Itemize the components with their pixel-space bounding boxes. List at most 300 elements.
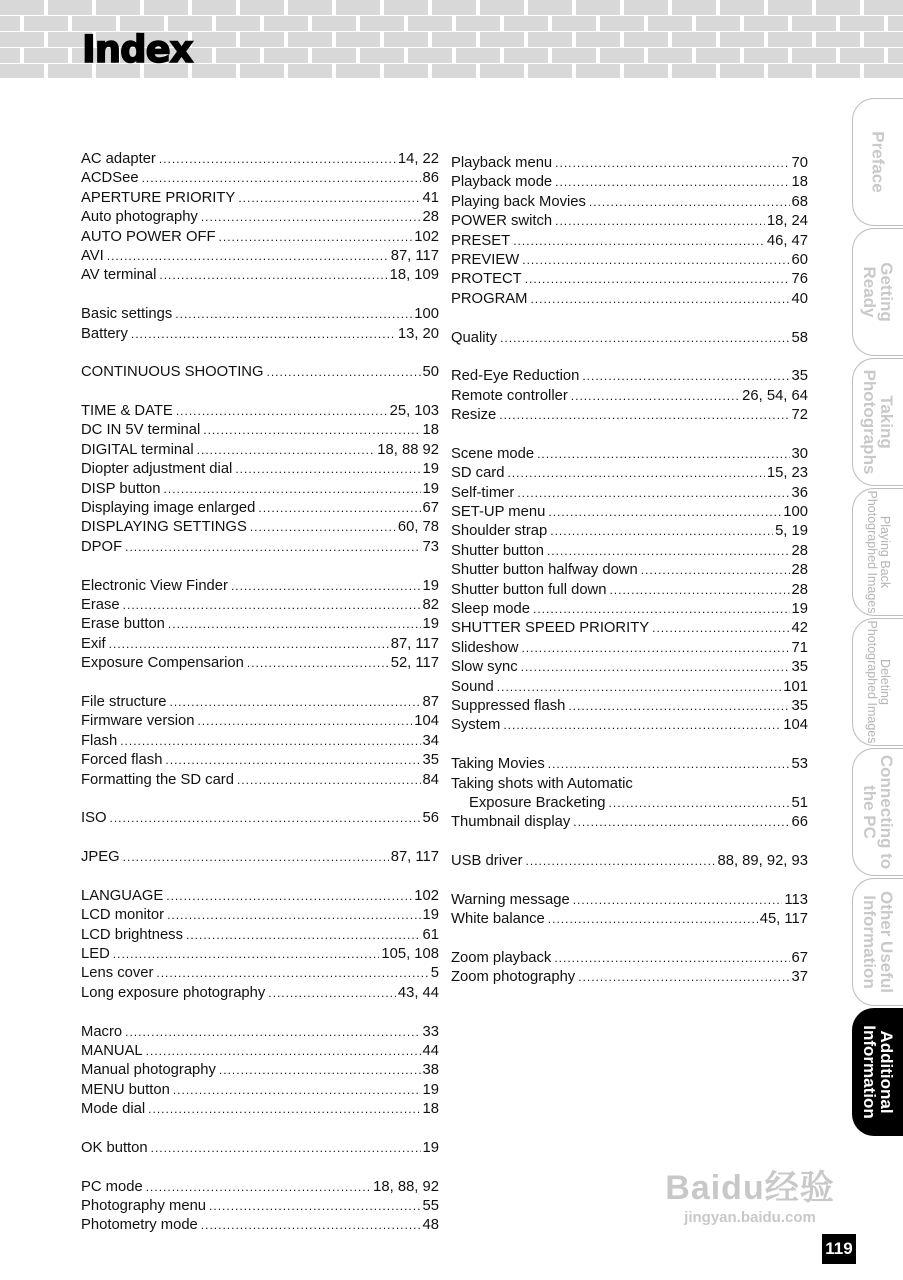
dot-leader — [537, 445, 789, 464]
index-entry-pages: 5 — [430, 965, 439, 982]
index-entry-term: Battery — [81, 325, 128, 342]
index-entry-pages: 19 — [422, 577, 439, 594]
index-group — [451, 891, 808, 930]
chapter-tab-label: Taking Photographs — [860, 369, 896, 475]
index-group — [451, 154, 808, 309]
index-entry — [81, 189, 439, 208]
index-entry-pages: 82 — [422, 596, 439, 613]
index-entry — [451, 173, 808, 192]
dot-leader — [159, 150, 396, 169]
index-entry — [81, 693, 439, 712]
index-entry-pages: 19 — [422, 461, 439, 478]
index-entry — [81, 363, 439, 382]
index-entry-term: Remote controller — [451, 387, 568, 404]
index-entry-pages: 26, 54, 64 — [742, 387, 808, 404]
index-entry — [451, 561, 808, 580]
index-entry-pages: 68 — [791, 193, 808, 210]
dot-leader — [247, 654, 389, 673]
index-entry-pages: 28 — [791, 562, 808, 579]
index-entry-term: DISP button — [81, 480, 161, 497]
dot-leader — [250, 518, 396, 537]
chapter-tab[interactable] — [852, 748, 903, 876]
index-entry-term: Manual photography — [81, 1062, 216, 1079]
index-entry — [451, 329, 808, 348]
dot-leader — [609, 581, 789, 600]
dot-leader — [107, 247, 389, 266]
index-entry-pages: 87, 117 — [390, 635, 439, 652]
index-entry-term: Long exposure photography — [81, 984, 266, 1001]
index-group — [81, 887, 439, 1003]
index-entry-pages: 41 — [422, 189, 439, 206]
index-entry-pages: 25, 103 — [389, 403, 439, 420]
index-entry — [451, 716, 808, 735]
chapter-tab[interactable] — [852, 878, 903, 1006]
index-entry — [451, 678, 808, 697]
index-group — [81, 809, 439, 828]
index-entry-term: POWER switch — [451, 213, 553, 230]
dot-leader — [231, 577, 421, 596]
index-entry-term: Zoom photography — [451, 969, 576, 986]
index-entry-pages: 34 — [422, 732, 439, 749]
index-entry-term: Formatting the SD card — [81, 771, 234, 788]
dot-leader — [548, 503, 781, 522]
dot-leader — [238, 189, 420, 208]
index-entry-pages: 36 — [791, 484, 808, 501]
index-entry-term: Shoulder strap — [451, 523, 548, 540]
index-entry — [81, 1023, 439, 1042]
index-entry-term: SHUTTER SPEED PRIORITY — [451, 620, 650, 637]
dot-leader — [237, 771, 421, 790]
dot-leader — [197, 712, 412, 731]
index-group — [451, 445, 808, 736]
chapter-tab[interactable] — [852, 618, 903, 746]
index-entry — [451, 193, 808, 212]
dot-leader — [521, 639, 789, 658]
index-group — [81, 1023, 439, 1120]
index-entry-pages: 18 — [422, 422, 439, 439]
chapter-tab-label: Connecting to the PC — [860, 754, 896, 870]
index-entry-pages: 18, 88, 92 — [373, 1178, 439, 1195]
chapter-tab-label: Other Useful Information — [860, 890, 896, 994]
index-entry — [81, 499, 439, 518]
index-entry-pages: 35 — [791, 659, 808, 676]
index-entry-term: Suppressed flash — [451, 697, 566, 714]
index-entry — [81, 325, 439, 344]
index-entry — [81, 751, 439, 770]
index-entry-pages: 28 — [791, 581, 808, 598]
dot-leader — [176, 402, 388, 421]
dot-leader — [165, 751, 420, 770]
index-entry-pages: 18 — [422, 1101, 439, 1118]
index-entry-pages: 113 — [784, 891, 808, 908]
dot-leader — [521, 658, 790, 677]
chapter-tab[interactable] — [852, 1008, 903, 1136]
index-entry-pages: 51 — [791, 794, 808, 811]
chapter-tab[interactable] — [852, 358, 903, 486]
chapter-tab-label: Getting Ready — [860, 262, 896, 322]
index-entry-term: Thumbnail display — [451, 814, 571, 831]
index-entry-pages: 33 — [422, 1023, 439, 1040]
index-entry-term: Exposure Compensarion — [81, 655, 244, 672]
index-group — [451, 852, 808, 871]
dot-leader — [109, 635, 389, 654]
chapter-tab-label: Additional Information — [860, 1025, 896, 1119]
index-entry-pages: 67 — [791, 950, 808, 967]
index-entry-pages: 28 — [791, 542, 808, 559]
chapter-tab[interactable] — [852, 228, 903, 356]
index-entry-term: USB driver — [451, 853, 523, 870]
index-entry-term: Red-Eye Reduction — [451, 368, 580, 385]
index-entry-term: Electronic View Finder — [81, 577, 228, 594]
dot-leader — [554, 949, 789, 968]
index-entry — [81, 732, 439, 751]
index-entry-term: PC mode — [81, 1178, 143, 1195]
dot-leader — [268, 984, 396, 1003]
dot-leader — [573, 891, 783, 910]
index-entry — [81, 615, 439, 634]
index-entry — [81, 926, 439, 945]
dot-leader — [555, 173, 789, 192]
index-group — [451, 949, 808, 988]
index-entry — [81, 1042, 439, 1061]
index-group — [81, 577, 439, 674]
dot-leader — [548, 755, 790, 774]
index-entry-pages: 60 — [791, 251, 808, 268]
dot-leader — [120, 732, 420, 751]
dot-leader — [499, 406, 789, 425]
index-entry-term: Flash — [81, 732, 118, 749]
dot-leader — [533, 600, 790, 619]
chapter-tab[interactable] — [852, 488, 903, 616]
index-entry-term: Quality — [451, 329, 498, 346]
index-entry-term: Lens cover — [81, 965, 154, 982]
index-entry-pages: 100 — [414, 306, 439, 323]
index-entry-term: JPEG — [81, 849, 120, 866]
index-entry — [451, 503, 808, 522]
index-entry — [451, 697, 808, 716]
dot-leader — [235, 460, 420, 479]
index-entry-pages: 67 — [422, 500, 439, 517]
watermark-url: jingyan.baidu.com — [684, 1209, 816, 1226]
index-entry — [451, 542, 808, 561]
dot-leader — [146, 1178, 371, 1197]
dot-leader — [131, 325, 396, 344]
index-entry-term: File structure — [81, 693, 167, 710]
index-entry-term: Shutter button — [451, 542, 544, 559]
index-entry — [81, 538, 439, 557]
index-entry — [81, 964, 439, 983]
index-entry-term: AC adapter — [81, 151, 156, 167]
dot-leader — [168, 615, 421, 634]
index-entry — [81, 1197, 439, 1216]
dot-leader — [548, 910, 758, 929]
index-entry-term: PROTECT — [451, 271, 522, 288]
index-entry-pages: 18, 109 — [389, 267, 439, 284]
index-entry-term: SET-UP menu — [451, 504, 546, 521]
index-entry-pages: 53 — [791, 756, 808, 773]
chapter-tab[interactable] — [852, 98, 903, 226]
index-group — [81, 848, 439, 867]
index-entry — [81, 1100, 439, 1119]
index-entry — [451, 387, 808, 406]
dot-leader — [578, 968, 789, 987]
index-entry-pages: 19 — [422, 616, 439, 633]
index-entry — [81, 1216, 439, 1235]
index-entry-term: SD card — [451, 465, 505, 482]
index-entry — [81, 887, 439, 906]
index-entry-pages: 35 — [791, 368, 808, 385]
index-entry — [81, 402, 439, 421]
index-entry — [81, 945, 439, 964]
dot-leader — [517, 484, 789, 503]
dot-leader — [555, 212, 765, 231]
index-entry — [451, 910, 808, 929]
index-entry-pages: 84 — [422, 771, 439, 788]
index-entry — [451, 949, 808, 968]
index-entry — [81, 596, 439, 615]
index-entry-term: Shutter button halfway down — [451, 562, 638, 579]
index-entry — [81, 247, 439, 266]
page-title: Index — [82, 28, 193, 71]
index-entry-pages: 30 — [791, 445, 808, 462]
index-entry-term: Mode dial — [81, 1101, 146, 1118]
dot-leader — [582, 367, 789, 386]
index-entry — [81, 1178, 439, 1197]
index-entry-term: PRESET — [451, 232, 511, 249]
index-entry-term: DIGITAL terminal — [81, 441, 194, 458]
index-entry-term: Shutter button full down — [451, 581, 607, 598]
dot-leader — [156, 964, 428, 983]
dot-leader — [219, 1061, 421, 1080]
index-entry — [451, 813, 808, 832]
index-entry-term: Playback mode — [451, 174, 553, 191]
index-entry-term: Exif — [81, 635, 106, 652]
index-entry-term: Playback menu — [451, 155, 553, 171]
index-entry-term: AV terminal — [81, 267, 157, 284]
dot-leader — [526, 852, 716, 871]
index-group — [451, 367, 808, 425]
dot-leader — [175, 305, 412, 324]
dot-leader — [530, 290, 789, 309]
index-entry — [81, 635, 439, 654]
index-entry-term: ACDSee — [81, 170, 139, 187]
index-entry-pages: 46, 47 — [766, 232, 808, 249]
index-entry-term: MENU button — [81, 1081, 170, 1098]
index-entry — [451, 658, 808, 677]
index-group — [451, 329, 808, 348]
index-entry-term: LANGUAGE — [81, 887, 164, 904]
dot-leader — [164, 480, 421, 499]
index-entry — [81, 228, 439, 247]
index-entry-term: Taking Movies — [451, 756, 545, 773]
dot-leader — [125, 1023, 420, 1042]
dot-leader — [173, 1081, 421, 1100]
index-entry — [451, 755, 808, 774]
dot-leader — [203, 421, 420, 440]
index-entry — [81, 984, 439, 1003]
index-entry-term: Sleep mode — [451, 600, 530, 617]
index-entry-term: LCD brightness — [81, 926, 183, 943]
dot-leader — [652, 619, 789, 638]
index-entry-pages: 18, 88 92 — [377, 441, 439, 458]
index-entry-pages: 60, 78 — [397, 519, 439, 536]
dot-leader — [197, 441, 376, 460]
index-entry-term: TIME & DATE — [81, 403, 173, 420]
index-entry — [451, 290, 808, 309]
index-entry — [81, 518, 439, 537]
index-entry-term: Resize — [451, 407, 497, 424]
index-entry-pages: 101 — [783, 678, 808, 695]
index-entry-pages: 102 — [414, 228, 439, 245]
index-entry-pages: 35 — [422, 752, 439, 769]
watermark — [640, 1148, 860, 1248]
index-entry-pages: 19 — [422, 1081, 439, 1098]
dot-leader — [571, 387, 740, 406]
index-entry-pages: 45, 117 — [759, 911, 808, 928]
index-group — [81, 150, 439, 286]
dot-leader — [267, 363, 421, 382]
index-entry — [451, 852, 808, 871]
index-entry — [81, 460, 439, 479]
dot-leader — [503, 716, 781, 735]
dot-leader — [219, 228, 413, 247]
index-entry-pages: 48 — [422, 1217, 439, 1234]
dot-leader — [609, 794, 790, 813]
index-entry-pages: 19 — [791, 600, 808, 617]
index-entry-term: OK button — [81, 1139, 148, 1156]
index-entry-term: MANUAL — [81, 1042, 143, 1059]
index-entry-term: Erase — [81, 596, 120, 613]
index-entry-pages: 56 — [422, 810, 439, 827]
index-entry-pages: 87, 117 — [390, 247, 439, 264]
chapter-tab-label: Preface — [868, 131, 888, 193]
index-entry — [81, 150, 439, 169]
index-entry-pages: 44 — [422, 1042, 439, 1059]
index-entry-term: PREVIEW — [451, 251, 520, 268]
index-entry — [451, 232, 808, 251]
dot-leader — [573, 813, 789, 832]
dot-leader — [550, 522, 773, 541]
index-entry-pages: 19 — [422, 480, 439, 497]
index-entry — [81, 480, 439, 499]
index-entry-pages: 100 — [783, 504, 808, 521]
index-entry — [81, 809, 439, 828]
dot-leader — [547, 542, 790, 561]
index-group — [81, 305, 439, 344]
index-group — [81, 693, 439, 790]
index-entry — [451, 154, 808, 173]
dot-leader — [500, 329, 789, 348]
index-entry — [81, 266, 439, 285]
index-entry — [451, 968, 808, 987]
index-entry-pages: 19 — [422, 907, 439, 924]
index-entry-term: LCD monitor — [81, 907, 165, 924]
index-entry — [81, 208, 439, 227]
dot-leader — [110, 809, 421, 828]
index-entry — [81, 1061, 439, 1080]
index-entry — [81, 712, 439, 731]
index-group — [81, 1178, 439, 1236]
index-entry-term: DPOF — [81, 538, 123, 555]
index-entry — [81, 169, 439, 188]
dot-leader — [159, 266, 387, 285]
index-entry-term: Photography menu — [81, 1198, 207, 1215]
index-entry-pages: 61 — [422, 926, 439, 943]
dot-leader — [497, 678, 782, 697]
index-entry-pages: 40 — [791, 290, 808, 307]
index-entry-term: System — [451, 717, 501, 734]
index-entry-pages: 52, 117 — [390, 655, 439, 672]
index-entry — [81, 1139, 439, 1158]
index-entry-term: Photometry mode — [81, 1217, 198, 1234]
index-entry-pages: 19 — [422, 1139, 439, 1156]
watermark-brand: Baidu经验 — [665, 1169, 835, 1207]
dot-leader — [151, 1139, 421, 1158]
index-entry-term: AUTO POWER OFF — [81, 228, 216, 245]
index-entry-term: Sound — [451, 678, 494, 695]
index-entry — [451, 891, 808, 910]
dot-leader — [113, 945, 380, 964]
index-entry — [451, 581, 808, 600]
index-group — [81, 402, 439, 557]
index-column-left — [81, 150, 439, 1255]
index-group — [81, 1139, 439, 1158]
index-entry — [451, 619, 808, 638]
index-entry-pages: 87, 117 — [390, 849, 439, 866]
index-entry — [451, 484, 808, 503]
dot-leader — [186, 926, 421, 945]
index-entry — [81, 771, 439, 790]
index-entry-term: Warning message — [451, 891, 570, 908]
index-entry-pages: 55 — [422, 1198, 439, 1215]
index-entry-term: Slideshow — [451, 639, 519, 656]
index-entry-term: AVI — [81, 247, 104, 264]
index-entry-term: Exposure Bracketing — [469, 794, 606, 811]
index-entry-pages: 5, 19 — [775, 523, 808, 540]
dot-leader — [258, 499, 420, 518]
index-entry-pages: 38 — [422, 1062, 439, 1079]
dot-leader — [148, 1100, 420, 1119]
index-entry-term: DC IN 5V terminal — [81, 422, 201, 439]
dot-leader — [123, 848, 389, 867]
index-entry-pages: 58 — [791, 329, 808, 346]
index-entry-pages: 50 — [422, 364, 439, 381]
dot-leader — [555, 154, 789, 173]
index-entry-pages: 14, 22 — [397, 151, 439, 167]
index-entry — [81, 654, 439, 673]
index-entry — [451, 794, 808, 813]
dot-leader — [522, 251, 789, 270]
page-number: 119 — [822, 1234, 856, 1264]
index-entry-term: Erase button — [81, 616, 165, 633]
dot-leader — [125, 538, 420, 557]
index-entry-term: APERTURE PRIORITY — [81, 189, 236, 206]
index-entry-pages: 70 — [791, 155, 808, 171]
index-entry — [451, 251, 808, 270]
dot-leader — [201, 208, 421, 227]
index-entry-term: Firmware version — [81, 713, 195, 730]
index-entry-pages: 104 — [783, 717, 808, 734]
index-entry-term: Macro — [81, 1023, 123, 1040]
index-entry-pages: 88, 89, 92, 93 — [717, 853, 808, 870]
chapter-tab-label: Deleting Photographed Images — [865, 620, 892, 744]
index-entry — [451, 600, 808, 619]
index-entry — [81, 1081, 439, 1100]
index-entry-term: DISPLAYING SETTINGS — [81, 519, 247, 536]
dot-leader — [201, 1216, 421, 1235]
index-entry-pages: 18, 24 — [766, 213, 808, 230]
dot-leader — [142, 169, 421, 188]
